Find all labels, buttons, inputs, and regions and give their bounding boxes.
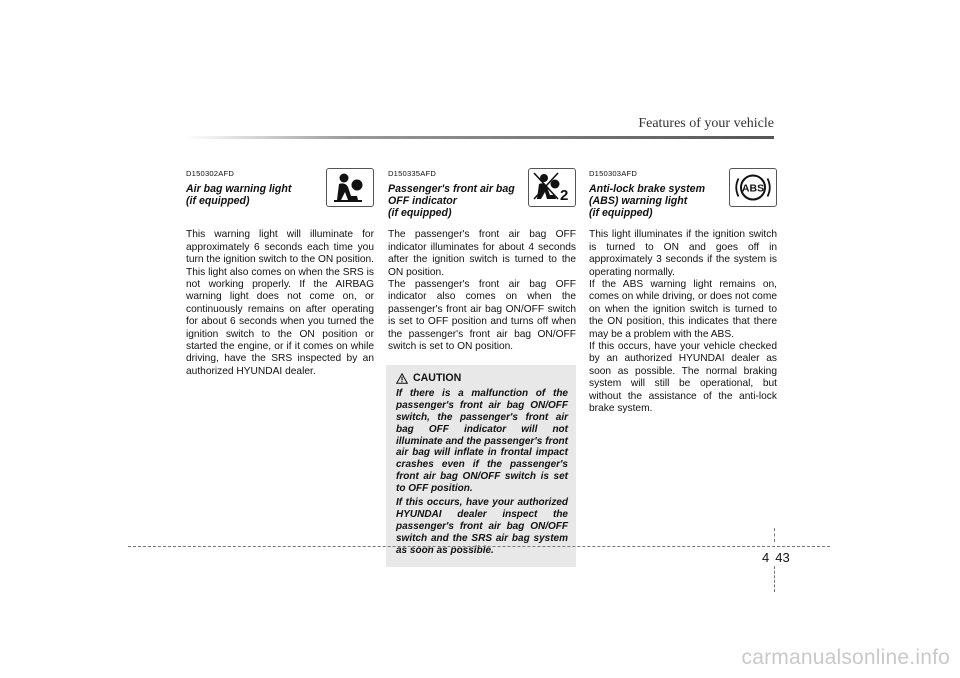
section-abs-warning bbox=[589, 168, 777, 416]
chapter-number: 4 bbox=[762, 550, 770, 565]
watermark: carmanualsonline.info bbox=[741, 646, 950, 669]
passenger-airbag-off-icon bbox=[529, 169, 575, 206]
paragraph: If the ABS warning light remains on, comes on while driving, or does not come on when the ignition switch is turned to the ON position, this indicates that there may be a problem with the ABS. bbox=[589, 279, 777, 340]
section-code: D150302AFD bbox=[186, 169, 235, 178]
seat-number-label: 2 bbox=[560, 187, 569, 204]
airbag-person-icon bbox=[327, 169, 373, 206]
section-title: Passenger's front air bag OFF indicator (if equipped) bbox=[388, 183, 515, 219]
section-code: D150335AFD bbox=[388, 169, 437, 178]
caution-paragraph: If this occurs, have your authorized HYUNDAI dealer inspect the passenger's front air bag ON/OFF switch and the SRS air bag system as soon as possible. bbox=[396, 497, 568, 556]
caution-paragraph: If there is a malfunction of the passenger's front air bag ON/OFF switch, the passenger's front air bag OFF indicator will not illuminate and the passenger's front air bag will inflate in frontal impact crashes even if the passenger's front air bag ON/OFF switch is set to OFF position. bbox=[396, 387, 568, 495]
paragraph: This light illuminates if the ignition switch is turned to ON and goes off in approximately 3 seconds if the system is operating normally. bbox=[589, 229, 777, 278]
airbag-warning-indicator bbox=[326, 168, 374, 207]
section-body bbox=[388, 229, 576, 353]
abs-warning-icon bbox=[730, 169, 776, 206]
warning-triangle-icon bbox=[396, 373, 408, 384]
caution-box bbox=[386, 365, 576, 566]
header-rule bbox=[186, 136, 774, 139]
section-code: D150303AFD bbox=[589, 169, 638, 178]
page-number-value: 43 bbox=[775, 550, 790, 565]
abs-warning-indicator bbox=[729, 168, 777, 207]
section-passenger-airbag-off bbox=[388, 168, 576, 567]
section-body bbox=[589, 229, 777, 415]
paragraph: This light also comes on when the SRS is not working properly. If the AIRBAG warning light does not come on, or continuously remains on after operating for about 6 seconds when you turned the ignition switch to the ON position or started the engine, or if it comes on while driving, have the SRS inspected by an authorized HYUNDAI dealer. bbox=[186, 266, 374, 377]
footer-vertical-rule-bottom bbox=[774, 566, 775, 592]
section-title: Anti-lock brake system (ABS) warning light (if equipped) bbox=[589, 183, 705, 219]
caution-header bbox=[396, 372, 568, 384]
running-header: Features of your vehicle bbox=[638, 116, 774, 131]
page-number bbox=[762, 550, 790, 565]
paragraph: The passenger's front air bag OFF indicator illuminates for about 4 seconds after the ignition switch is turned to the ON position. bbox=[388, 229, 576, 278]
caution-label: CAUTION bbox=[413, 372, 462, 385]
paragraph: If this occurs, have your vehicle checked by an authorized HYUNDAI dealer as soon as possible. The normal braking system will still be operational, but without the assistance of the anti-lock brake system. bbox=[589, 341, 777, 415]
footer-rule bbox=[128, 546, 830, 547]
section-airbag-warning bbox=[186, 168, 374, 378]
passenger-airbag-off-indicator bbox=[528, 168, 576, 207]
paragraph: The passenger's front air bag OFF indicator also comes on when the passenger's front air bag ON/OFF switch is set to OFF position and turns off when the passenger's front air bag ON/OFF switch is set to ON position. bbox=[388, 279, 576, 353]
footer-vertical-rule-top bbox=[774, 528, 775, 542]
abs-label: ABS bbox=[741, 182, 765, 195]
section-title: Air bag warning light (if equipped) bbox=[186, 183, 292, 208]
section-body bbox=[186, 229, 374, 378]
paragraph: This warning light will illuminate for approximately 6 seconds each time you turn the ignition switch to the ON position. bbox=[186, 229, 375, 266]
